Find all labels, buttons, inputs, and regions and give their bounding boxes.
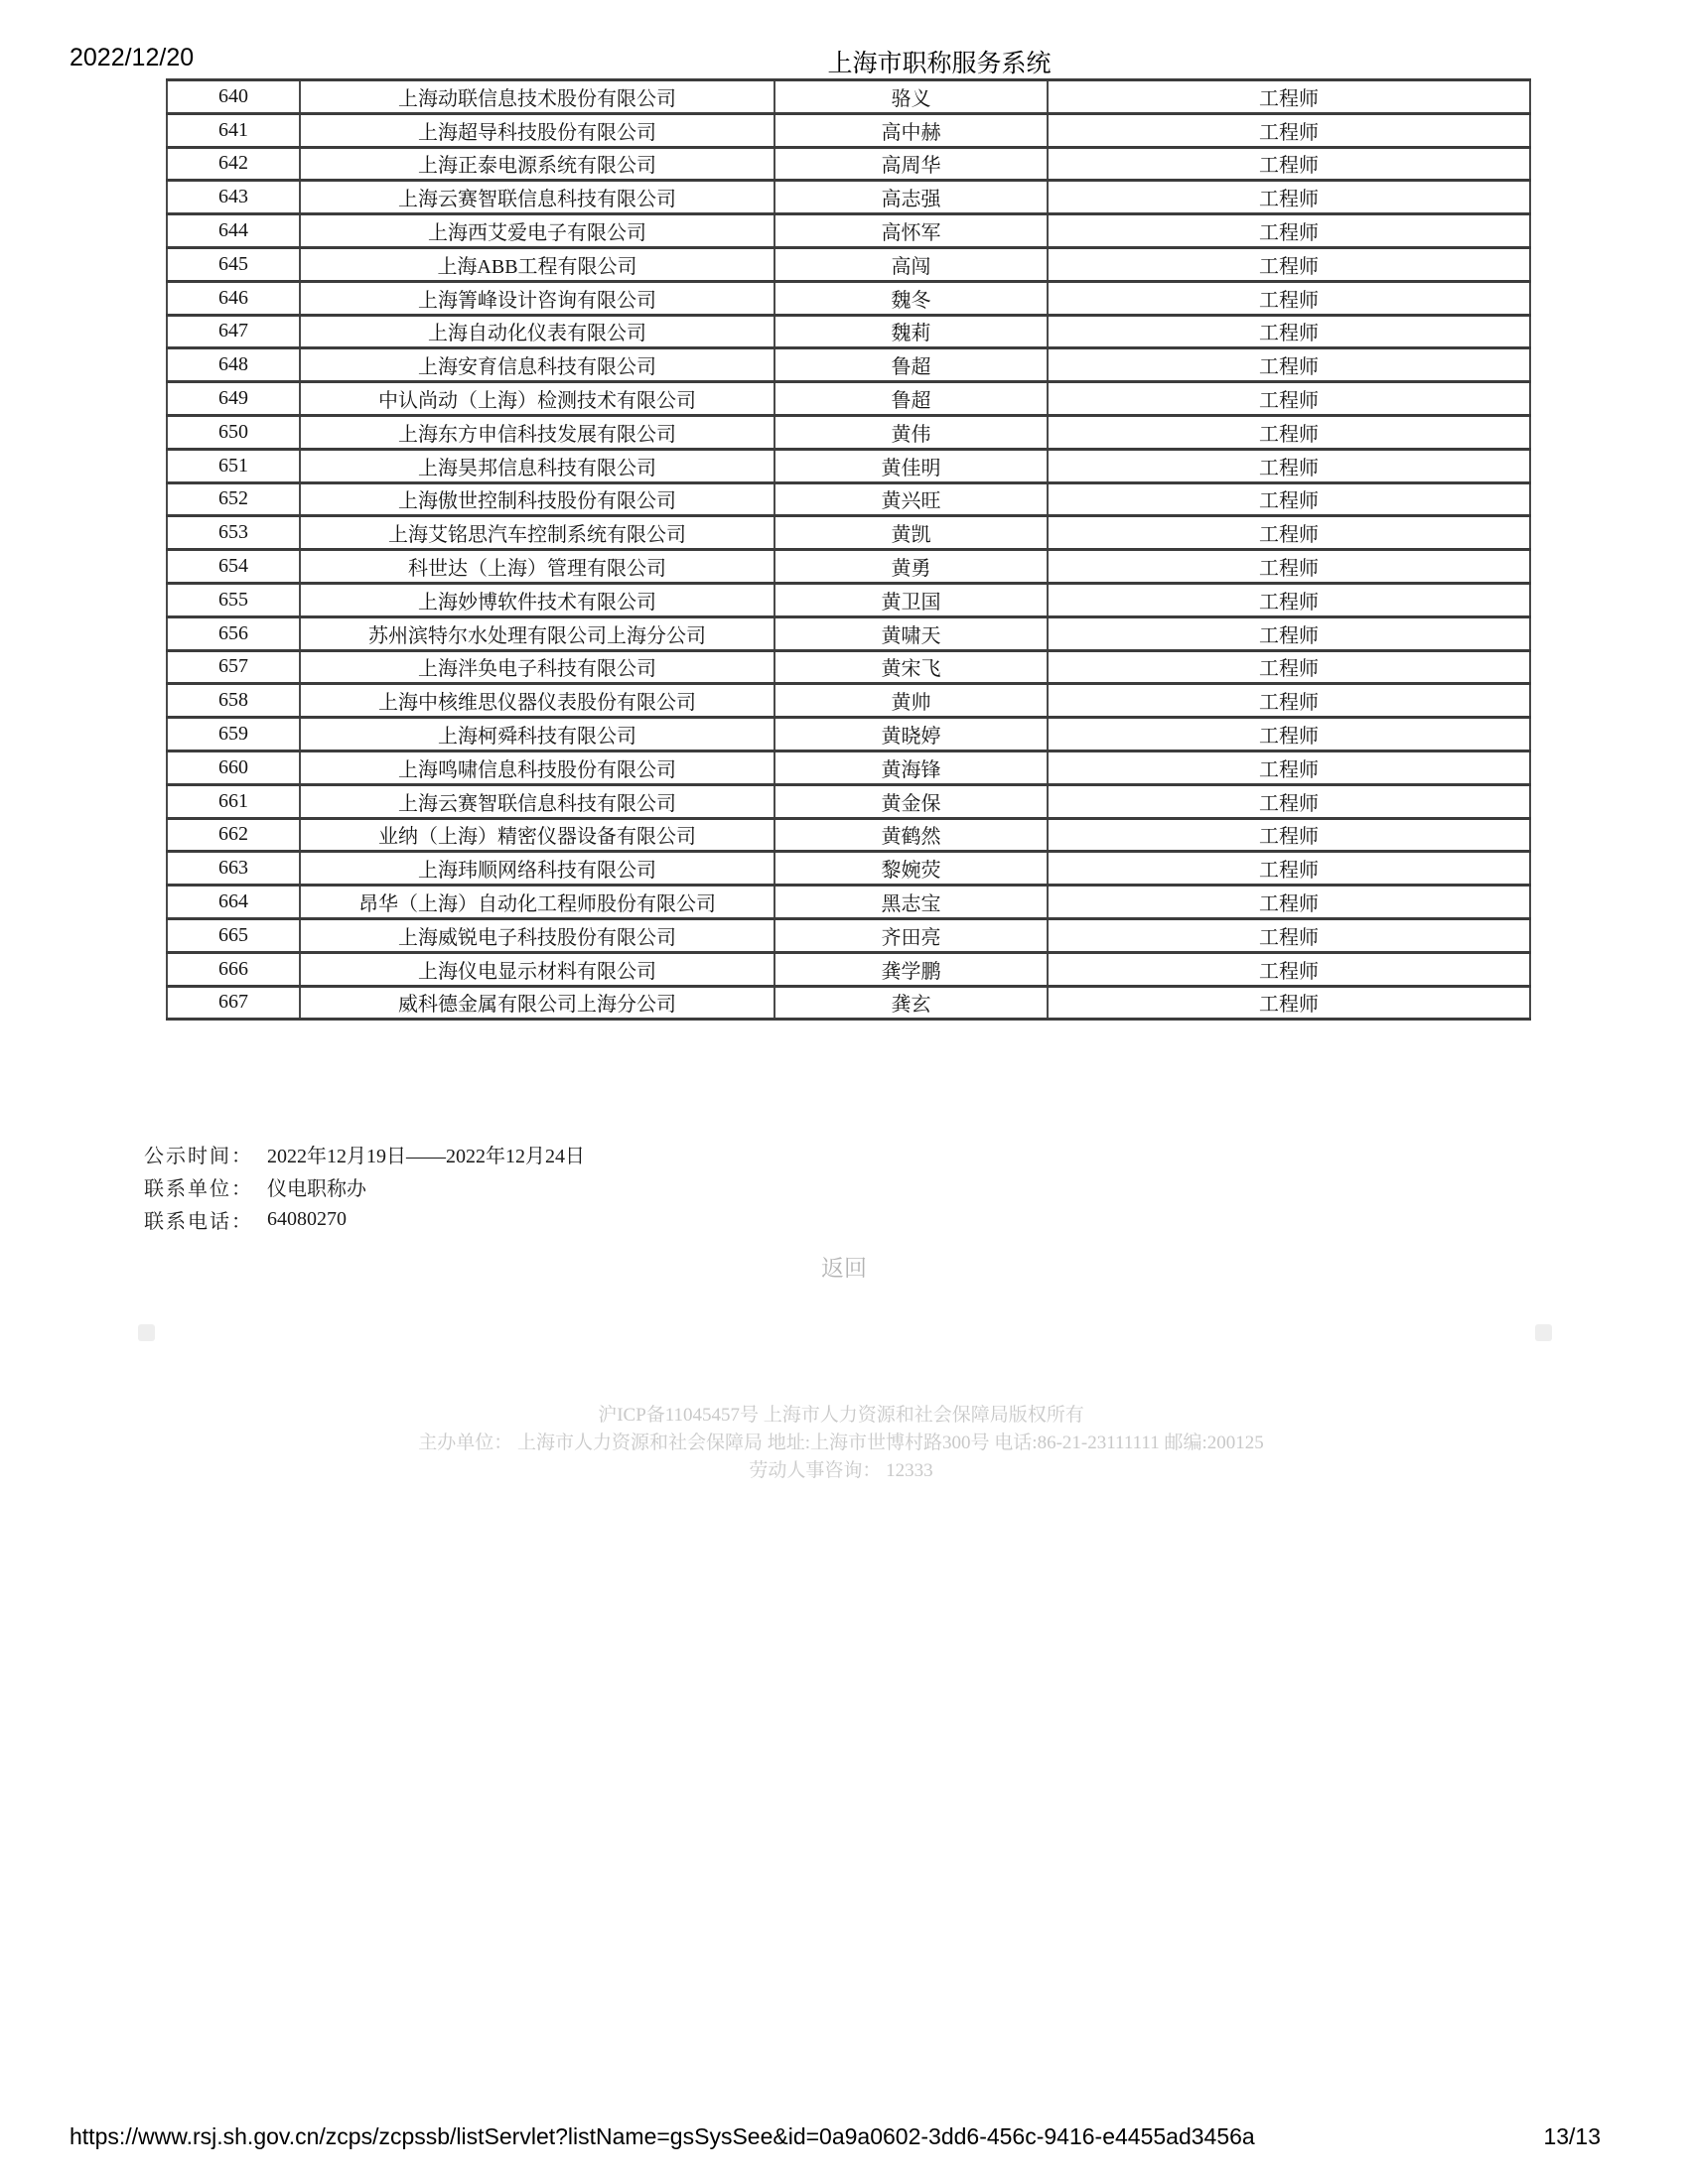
company-name-cell: 上海自动化仪表有限公司 bbox=[300, 315, 774, 348]
job-title-cell: 工程师 bbox=[1048, 886, 1530, 919]
person-name-cell: 黄佳明 bbox=[774, 449, 1048, 482]
job-title-cell: 工程师 bbox=[1048, 214, 1530, 248]
row-number-cell: 645 bbox=[167, 247, 300, 281]
company-name-cell: 上海鸣啸信息科技股份有限公司 bbox=[300, 751, 774, 784]
contact-info-block bbox=[144, 1138, 585, 1236]
person-name-cell: 鲁超 bbox=[774, 348, 1048, 382]
contact-phone-value: 64080270 bbox=[267, 1208, 347, 1230]
table-row bbox=[167, 214, 1530, 248]
person-name-cell: 黄金保 bbox=[774, 784, 1048, 818]
table-row bbox=[167, 852, 1530, 886]
table-row bbox=[167, 449, 1530, 482]
publicity-period-value: 2022年12月19日——2022年12月24日 bbox=[267, 1146, 585, 1167]
person-name-cell: 黄鹤然 bbox=[774, 818, 1048, 852]
job-title-cell: 工程师 bbox=[1048, 852, 1530, 886]
site-footer bbox=[0, 1402, 1682, 1485]
table-row bbox=[167, 147, 1530, 181]
row-number-cell: 654 bbox=[167, 550, 300, 584]
person-name-cell: 高周华 bbox=[774, 147, 1048, 181]
job-title-cell: 工程师 bbox=[1048, 181, 1530, 214]
page-title: 上海市职称服务系统 bbox=[827, 50, 1052, 77]
row-number-cell: 664 bbox=[167, 886, 300, 919]
company-name-cell: 上海艾铭思汽车控制系统有限公司 bbox=[300, 516, 774, 550]
job-title-cell: 工程师 bbox=[1048, 952, 1530, 986]
row-number-cell: 641 bbox=[167, 113, 300, 147]
publicity-period-label: 公示时间： bbox=[144, 1146, 253, 1167]
person-name-cell: 黄晓婷 bbox=[774, 718, 1048, 751]
job-title-cell: 工程师 bbox=[1048, 281, 1530, 315]
host-address-line: 主办单位： 上海市人力资源和社会保障局 地址:上海市世博村路300号 电话:86-21-23111111 邮编:200125 bbox=[418, 1433, 1264, 1453]
row-number-cell: 656 bbox=[167, 616, 300, 650]
table-row bbox=[167, 818, 1530, 852]
table-row bbox=[167, 918, 1530, 952]
table-row bbox=[167, 550, 1530, 584]
row-number-cell: 666 bbox=[167, 952, 300, 986]
row-number-cell: 655 bbox=[167, 583, 300, 616]
page-nav-right-icon[interactable] bbox=[1535, 1324, 1552, 1341]
row-number-cell: 658 bbox=[167, 684, 300, 718]
person-name-cell: 黄凯 bbox=[774, 516, 1048, 550]
company-name-cell: 业纳（上海）精密仪器设备有限公司 bbox=[300, 818, 774, 852]
person-name-cell: 黎婉荧 bbox=[774, 852, 1048, 886]
row-number-cell: 657 bbox=[167, 650, 300, 684]
person-name-cell: 魏冬 bbox=[774, 281, 1048, 315]
person-name-cell: 黄勇 bbox=[774, 550, 1048, 584]
table-row bbox=[167, 650, 1530, 684]
table-row bbox=[167, 583, 1530, 616]
records-table bbox=[166, 78, 1531, 1021]
person-name-cell: 黄帅 bbox=[774, 684, 1048, 718]
row-number-cell: 647 bbox=[167, 315, 300, 348]
company-name-cell: 上海中核维思仪器仪表股份有限公司 bbox=[300, 684, 774, 718]
company-name-cell: 上海东方申信科技发展有限公司 bbox=[300, 415, 774, 449]
company-name-cell: 上海超导科技股份有限公司 bbox=[300, 113, 774, 147]
table-row bbox=[167, 415, 1530, 449]
person-name-cell: 齐田亮 bbox=[774, 918, 1048, 952]
company-name-cell: 上海箐峰设计咨询有限公司 bbox=[300, 281, 774, 315]
company-name-cell: 上海ABB工程有限公司 bbox=[300, 247, 774, 281]
person-name-cell: 黄兴旺 bbox=[774, 482, 1048, 516]
company-name-cell: 中认尚动（上海）检测技术有限公司 bbox=[300, 382, 774, 416]
person-name-cell: 高怀军 bbox=[774, 214, 1048, 248]
row-number-cell: 648 bbox=[167, 348, 300, 382]
person-name-cell: 黄伟 bbox=[774, 415, 1048, 449]
row-number-cell: 650 bbox=[167, 415, 300, 449]
person-name-cell: 高闯 bbox=[774, 247, 1048, 281]
table-row bbox=[167, 482, 1530, 516]
company-name-cell: 上海正泰电源系统有限公司 bbox=[300, 147, 774, 181]
row-number-cell: 652 bbox=[167, 482, 300, 516]
company-name-cell: 上海威锐电子科技股份有限公司 bbox=[300, 918, 774, 952]
row-number-cell: 649 bbox=[167, 382, 300, 416]
job-title-cell: 工程师 bbox=[1048, 918, 1530, 952]
table-row bbox=[167, 382, 1530, 416]
person-name-cell: 高中赫 bbox=[774, 113, 1048, 147]
company-name-cell: 昂华（上海）自动化工程师股份有限公司 bbox=[300, 886, 774, 919]
person-name-cell: 黄啸天 bbox=[774, 616, 1048, 650]
row-number-cell: 642 bbox=[167, 147, 300, 181]
company-name-cell: 上海昊邦信息科技有限公司 bbox=[300, 449, 774, 482]
table-row bbox=[167, 718, 1530, 751]
company-name-cell: 上海仪电显示材料有限公司 bbox=[300, 952, 774, 986]
table-row bbox=[167, 784, 1530, 818]
contact-unit-label: 联系单位： bbox=[144, 1178, 253, 1200]
row-number-cell: 665 bbox=[167, 918, 300, 952]
job-title-cell: 工程师 bbox=[1048, 348, 1530, 382]
labor-consult-line: 劳动人事咨询： 12333 bbox=[749, 1460, 933, 1481]
company-name-cell: 上海玮顺网络科技有限公司 bbox=[300, 852, 774, 886]
job-title-cell: 工程师 bbox=[1048, 449, 1530, 482]
row-number-cell: 646 bbox=[167, 281, 300, 315]
company-name-cell: 上海云赛智联信息科技有限公司 bbox=[300, 784, 774, 818]
person-name-cell: 黄宋飞 bbox=[774, 650, 1048, 684]
job-title-cell: 工程师 bbox=[1048, 315, 1530, 348]
company-name-cell: 上海安育信息科技有限公司 bbox=[300, 348, 774, 382]
job-title-cell: 工程师 bbox=[1048, 516, 1530, 550]
job-title-cell: 工程师 bbox=[1048, 550, 1530, 584]
job-title-cell: 工程师 bbox=[1048, 247, 1530, 281]
company-name-cell: 苏州滨特尔水处理有限公司上海分公司 bbox=[300, 616, 774, 650]
company-name-cell: 上海泮奂电子科技有限公司 bbox=[300, 650, 774, 684]
publicity-period-line bbox=[144, 1138, 585, 1170]
page-nav-left-icon[interactable] bbox=[138, 1324, 155, 1341]
company-name-cell: 上海妙博软件技术有限公司 bbox=[300, 583, 774, 616]
print-footer bbox=[70, 2123, 1601, 2150]
contact-unit-line bbox=[144, 1170, 585, 1203]
person-name-cell: 龚学鹏 bbox=[774, 952, 1048, 986]
table-row bbox=[167, 616, 1530, 650]
company-name-cell: 上海柯舜科技有限公司 bbox=[300, 718, 774, 751]
table-row bbox=[167, 181, 1530, 214]
company-name-cell: 科世达（上海）管理有限公司 bbox=[300, 550, 774, 584]
row-number-cell: 640 bbox=[167, 80, 300, 114]
job-title-cell: 工程师 bbox=[1048, 583, 1530, 616]
company-name-cell: 上海傲世控制科技股份有限公司 bbox=[300, 482, 774, 516]
row-number-cell: 651 bbox=[167, 449, 300, 482]
person-name-cell: 高志强 bbox=[774, 181, 1048, 214]
table-row bbox=[167, 113, 1530, 147]
table-row bbox=[167, 986, 1530, 1020]
contact-phone-line bbox=[144, 1203, 585, 1236]
person-name-cell: 鲁超 bbox=[774, 382, 1048, 416]
person-name-cell: 魏莉 bbox=[774, 315, 1048, 348]
job-title-cell: 工程师 bbox=[1048, 382, 1530, 416]
row-number-cell: 662 bbox=[167, 818, 300, 852]
page-indicator: 13/13 bbox=[1543, 2123, 1601, 2149]
job-title-cell: 工程师 bbox=[1048, 751, 1530, 784]
icp-copyright-line: 沪ICP备11045457号 上海市人力资源和社会保障局版权所有 bbox=[598, 1405, 1084, 1426]
print-date: 2022/12/20 bbox=[70, 44, 195, 71]
job-title-cell: 工程师 bbox=[1048, 415, 1530, 449]
source-url: https://www.rsj.sh.gov.cn/zcps/zcpssb/listServlet?listName=gsSysSee&id=0a9a0602-3dd6-456c-9416-e4455ad3456a bbox=[70, 2123, 1255, 2149]
table-row bbox=[167, 886, 1530, 919]
person-name-cell: 龚玄 bbox=[774, 986, 1048, 1020]
table-row bbox=[167, 315, 1530, 348]
back-button[interactable]: 返回 bbox=[821, 1255, 867, 1281]
job-title-cell: 工程师 bbox=[1048, 147, 1530, 181]
row-number-cell: 660 bbox=[167, 751, 300, 784]
table-row bbox=[167, 80, 1530, 114]
company-name-cell: 威科德金属有限公司上海分公司 bbox=[300, 986, 774, 1020]
person-name-cell: 黄卫国 bbox=[774, 583, 1048, 616]
job-title-cell: 工程师 bbox=[1048, 986, 1530, 1020]
job-title-cell: 工程师 bbox=[1048, 818, 1530, 852]
table-row bbox=[167, 516, 1530, 550]
job-title-cell: 工程师 bbox=[1048, 113, 1530, 147]
row-number-cell: 659 bbox=[167, 718, 300, 751]
table-row bbox=[167, 952, 1530, 986]
person-name-cell: 黄海锋 bbox=[774, 751, 1048, 784]
job-title-cell: 工程师 bbox=[1048, 650, 1530, 684]
table-row bbox=[167, 751, 1530, 784]
row-number-cell: 667 bbox=[167, 986, 300, 1020]
job-title-cell: 工程师 bbox=[1048, 482, 1530, 516]
table-row bbox=[167, 684, 1530, 718]
job-title-cell: 工程师 bbox=[1048, 80, 1530, 114]
job-title-cell: 工程师 bbox=[1048, 684, 1530, 718]
job-title-cell: 工程师 bbox=[1048, 784, 1530, 818]
contact-unit-value: 仪电职称办 bbox=[267, 1178, 366, 1200]
company-name-cell: 上海动联信息技术股份有限公司 bbox=[300, 80, 774, 114]
row-number-cell: 653 bbox=[167, 516, 300, 550]
row-number-cell: 644 bbox=[167, 214, 300, 248]
row-number-cell: 663 bbox=[167, 852, 300, 886]
row-number-cell: 643 bbox=[167, 181, 300, 214]
person-name-cell: 骆义 bbox=[774, 80, 1048, 114]
table-row bbox=[167, 348, 1530, 382]
job-title-cell: 工程师 bbox=[1048, 718, 1530, 751]
contact-phone-label: 联系电话： bbox=[144, 1211, 253, 1233]
company-name-cell: 上海西艾爱电子有限公司 bbox=[300, 214, 774, 248]
person-name-cell: 黑志宝 bbox=[774, 886, 1048, 919]
records-table-body bbox=[167, 80, 1530, 1020]
job-title-cell: 工程师 bbox=[1048, 616, 1530, 650]
row-number-cell: 661 bbox=[167, 784, 300, 818]
print-header bbox=[0, 44, 1688, 77]
table-row bbox=[167, 281, 1530, 315]
company-name-cell: 上海云赛智联信息科技有限公司 bbox=[300, 181, 774, 214]
table-row bbox=[167, 247, 1530, 281]
